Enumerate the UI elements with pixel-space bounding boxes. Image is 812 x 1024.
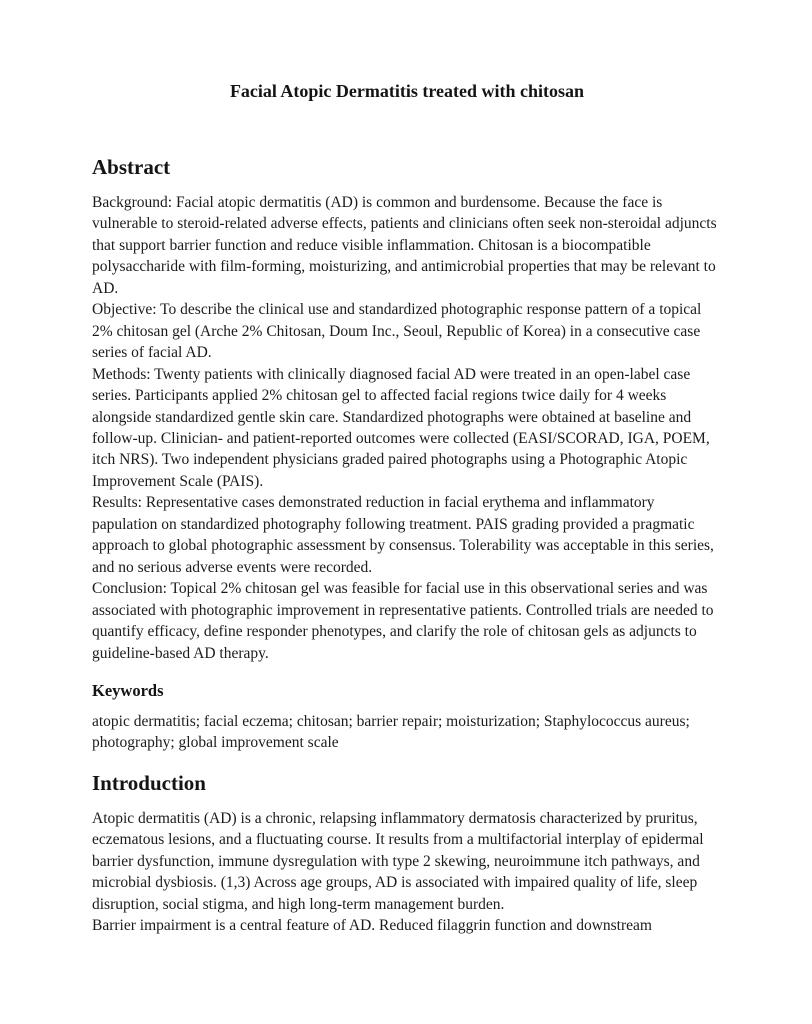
introduction-paragraph: Atopic dermatitis (AD) is a chronic, relapsing inflammatory dermatosis characterized by pruritus, eczematous lesions, and a fluctuating course. It results from a multifactorial interplay of epidermal barrier dysfunction, immune dysregulation with type 2 skewing, neuroimmune itch pathways, and microbial dysbiosis. (1,3) Across age groups, AD is associated with impaired quality of life, sleep disruption, social stigma, and high long-term management burden. [92,809,704,913]
abstract-paragraph-results: Results: Representative cases demonstrated reduction in facial erythema and inflammatory papulation on standardized photography following treatment. PAIS grading provided a pragmatic approach to global photographic assessment by consensus. Tolerability was acceptable in this series, and no serious adverse events were recorded. [92,494,714,576]
introduction-body [92,808,722,937]
abstract-paragraph-objective: Objective: To describe the clinical use and standardized photographic response pattern of a topical 2% chitosan gel (Arche 2% Chitosan, Doum Inc., Seoul, Republic of Korea) in a consecutive case series of facial AD. [92,301,702,362]
abstract-paragraph-conclusion: Conclusion: Topical 2% chitosan gel was feasible for facial use in this observational series and was associated with photographic improvement in representative patients. Controlled trials are needed to quantify efficacy, define responder phenotypes, and clarify the role of chitosan gels as adjuncts to guideline-based AD therapy. [92,580,714,662]
abstract-body [92,192,722,664]
abstract-paragraph-background: Background: Facial atopic dermatitis (AD) is common and burdensome. Because the face is vulnerable to steroid-related adverse effects, patients and clinicians often seek non-steroidal adjuncts that support barrier function and reduce visible inflammation. Chitosan is a biocompatible polysaccharide with film-forming, moisturizing, and antimicrobial properties that may be relevant to AD. [92,194,717,297]
section-heading-keywords: Keywords [92,680,164,700]
section-heading-introduction: Introduction [92,770,206,795]
keywords-text: atopic dermatitis; facial eczema; chitosan; barrier repair; moisturization; Staphylococcus aureus; photography; global improvement scale [92,712,690,752]
section-heading-abstract: Abstract [92,155,171,179]
page-title: Facial Atopic Dermatitis treated with chitosan [229,81,585,101]
abstract-paragraph-methods: Methods: Twenty patients with clinically diagnosed facial AD were treated in an open-label case series. Participants applied 2% chitosan gel to affected facial regions twice daily for 4 weeks alongside standardized gentle skin care. Standardized photographs were obtained at baseline and follow-up. Clinician- and patient-reported outcomes were collected (EASI/SCORAD, IGA, POEM, itch NRS). Two independent physicians graded paired photographs using a Photographic Atopic Improvement Scale (PAIS). [92,365,710,490]
introduction-paragraph: Barrier impairment is a central feature of AD. Reduced filaggrin function and downstream [92,917,652,935]
